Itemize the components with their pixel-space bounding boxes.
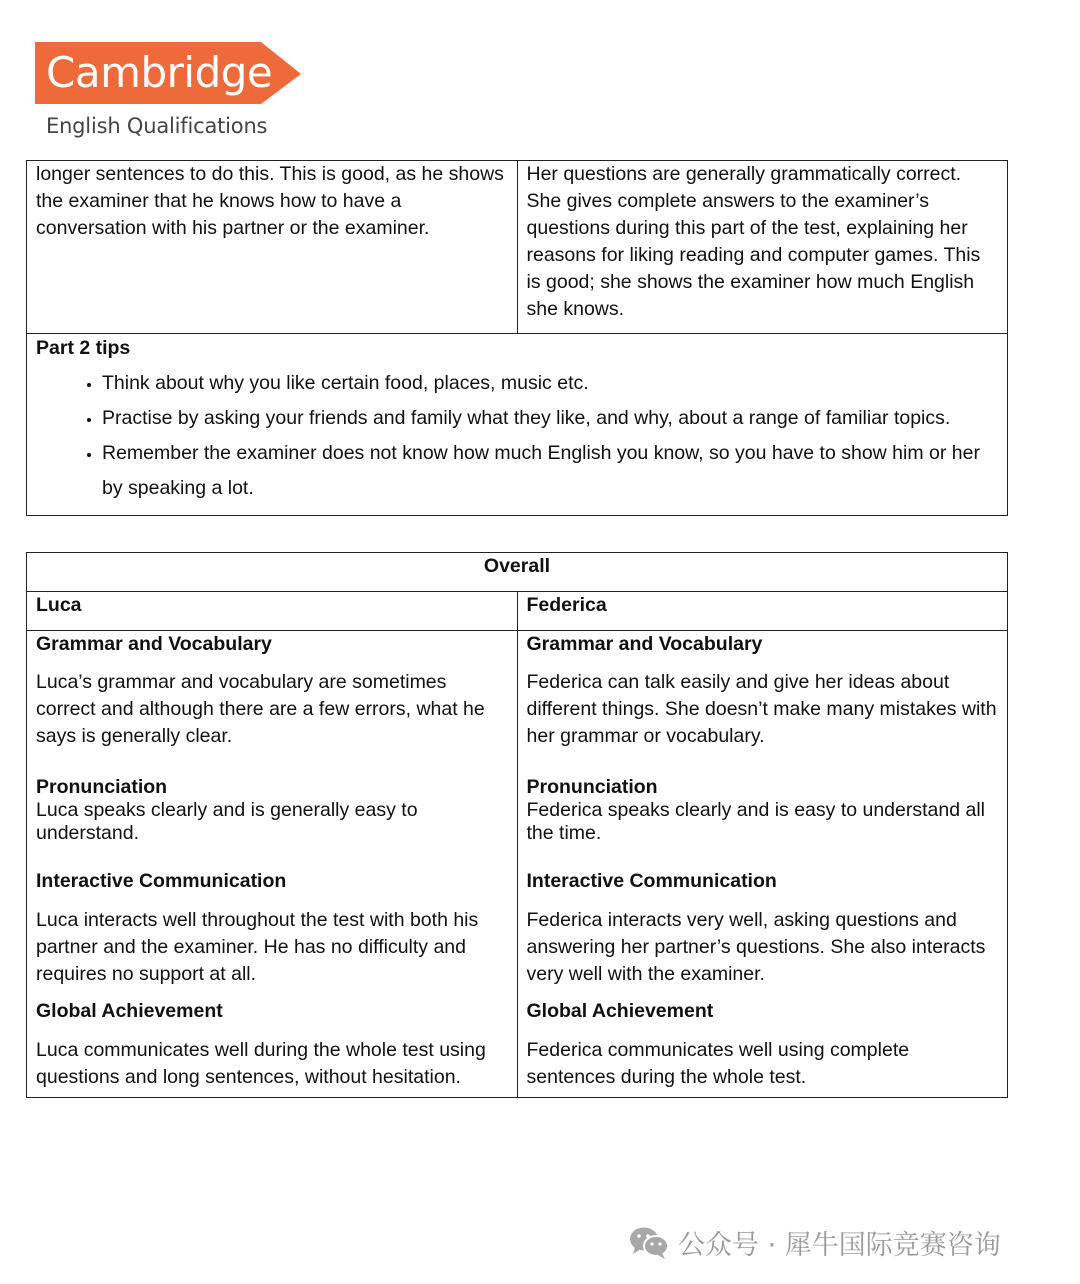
tips-cell	[27, 334, 1008, 516]
luca-assessment	[27, 631, 518, 1098]
table-row	[27, 334, 1008, 516]
luca-part2-comment: longer sentences to do this. This is good, as he shows the examiner that he knows how to have a conversation with his partner or the examiner.	[27, 161, 518, 334]
grammar-heading: Grammar and Vocabulary	[36, 633, 272, 655]
feedback-table-part2	[26, 160, 1008, 516]
overall-heading: Overall	[27, 553, 1008, 592]
grammar-text: Federica can talk easily and give her ideas about different things. She doesn’t make many mistakes with her grammar or vocabulary.	[526, 671, 997, 747]
interactive-heading: Interactive Communication	[526, 870, 777, 892]
luca-name: Luca	[27, 592, 518, 631]
federica-name: Federica	[517, 592, 1008, 631]
table-row	[27, 161, 1008, 334]
global-text: Federica communicates well using complete sentences during the whole test.	[526, 1039, 910, 1088]
watermark	[628, 1222, 1001, 1262]
interactive-text: Federica interacts very well, asking questions and answering her partner’s questions. She also interacts very well with the examiner.	[526, 909, 986, 985]
tips-heading: Part 2 tips	[36, 337, 131, 359]
watermark-text: 公众号 · 犀牛国际竞赛咨询	[678, 1229, 1001, 1261]
cambridge-logo	[35, 42, 305, 144]
interactive-heading: Interactive Communication	[36, 870, 287, 892]
wechat-icon	[628, 1224, 670, 1260]
overall-table	[26, 552, 1008, 1098]
pronunciation-text: Luca speaks clearly and is generally easy to understand.	[36, 799, 418, 844]
list-item: • Remember the examiner does not know how much English you know, so you have to show him or her by speaking a lot.	[102, 436, 998, 506]
global-text: Luca communicates well during the whole test using questions and long sentences, without hesitation.	[36, 1039, 486, 1088]
table-row	[27, 631, 1008, 1098]
table-row	[27, 553, 1008, 592]
tips-list	[36, 366, 998, 506]
federica-part2-comment: Her questions are generally grammatically correct. She gives complete answers to the examiner’s questions during this part of the test, explaining her reasons for liking reading and computer games. This is good; she shows the examiner how much English she knows.	[517, 161, 1008, 334]
logo-subtitle: English Qualifications	[46, 114, 268, 138]
pronunciation-heading: Pronunciation	[526, 776, 658, 798]
list-item: • Think about why you like certain food, places, music etc.	[102, 366, 998, 401]
logo-wordmark: Cambridge	[46, 48, 273, 97]
table-row	[27, 592, 1008, 631]
grammar-heading: Grammar and Vocabulary	[526, 633, 763, 655]
global-heading: Global Achievement	[526, 1000, 714, 1022]
interactive-text: Luca interacts well throughout the test with both his partner and the examiner. He has no difficulty and requires no support at all.	[36, 909, 479, 985]
pronunciation-text: Federica speaks clearly and is easy to understand all the time.	[526, 799, 985, 844]
global-heading: Global Achievement	[36, 1000, 223, 1022]
grammar-text: Luca’s grammar and vocabulary are sometimes correct and although there are a few errors, what he says is generally clear.	[36, 671, 485, 747]
list-item: • Practise by asking your friends and family what they like, and why, about a range of familiar topics.	[102, 401, 998, 436]
pronunciation-heading: Pronunciation	[36, 776, 168, 798]
federica-assessment	[517, 631, 1008, 1098]
